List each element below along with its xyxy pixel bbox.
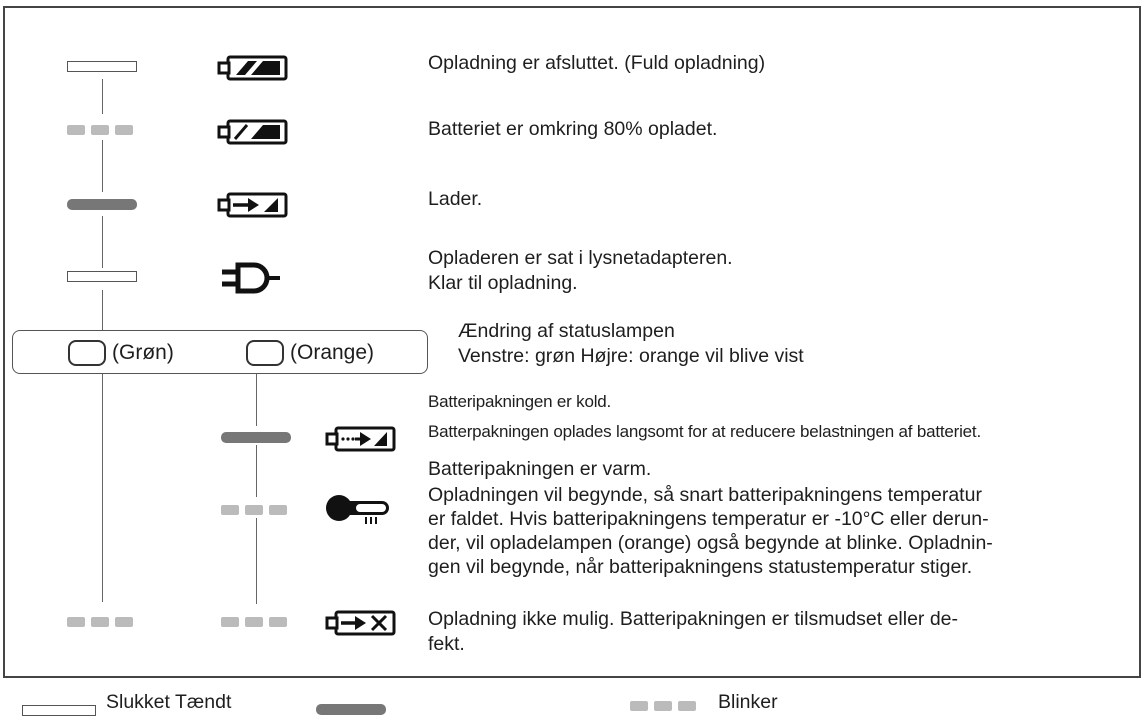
error-line2: fekt.	[428, 633, 465, 655]
row-adapter-line2: Klar til opladning.	[428, 272, 578, 294]
warm-line1: Batteripakningen er varm.	[428, 458, 652, 480]
lamp-blink-indicator	[67, 125, 133, 135]
orange-lamp-label: (Orange)	[290, 341, 375, 364]
connector-line	[256, 374, 257, 426]
connector-line	[102, 290, 103, 330]
lamp-on-indicator	[221, 432, 291, 443]
legend-off-indicator	[22, 705, 96, 716]
lamp-off-indicator	[67, 61, 137, 72]
lamp-blink-indicator	[221, 617, 287, 627]
green-lamp-icon	[68, 340, 106, 366]
connector-line	[102, 140, 103, 192]
connector-line	[256, 445, 257, 497]
orange-lamp-icon	[246, 340, 284, 366]
cold-line2: Batterpakningen oplades langsomt for at reducere belastningen af batteriet.	[428, 422, 981, 441]
lamp-on-indicator	[67, 199, 137, 210]
warm-line5: gen vil begynde, når batteripakningens statustemperatur stiger.	[428, 556, 973, 578]
status-lamp-title: Ændring af statuslampen	[458, 320, 675, 342]
status-lamp-subtitle: Venstre: grøn Højre: orange vil blive vist	[458, 345, 804, 367]
battery-charging-icon	[218, 193, 288, 217]
battery-partial-icon	[218, 120, 288, 144]
warm-line4: der, vil opladelampen (orange) også begynde at blinke. Opladnin-	[428, 532, 993, 554]
connector-line	[102, 216, 103, 268]
warm-line2: Opladningen vil begynde, så snart batteripakningens temperatur	[428, 484, 982, 506]
legend-blink-label: Blinker	[718, 691, 778, 713]
lamp-blink-indicator	[221, 505, 287, 515]
error-line1: Opladning ikke mulig. Batteripakningen er tilsmudset eller de-	[428, 608, 959, 630]
connector-line	[102, 79, 103, 114]
row-eighty-percent-text: Batteriet er omkring 80% opladet.	[428, 118, 718, 140]
cold-line1: Batteripakningen er kold.	[428, 392, 612, 411]
green-lamp-label: (Grøn)	[112, 341, 174, 364]
battery-slow-charge-icon	[326, 427, 396, 451]
row-charging-text: Lader.	[428, 188, 483, 210]
warm-line3: er faldet. Hvis batteripakningens temperatur er -10°C eller derun-	[428, 508, 989, 530]
row-adapter-line1: Opladeren er sat i lysnetadapteren.	[428, 247, 733, 269]
connector-line	[102, 374, 103, 602]
row-full-charge-text: Opladning er afsluttet. (Fuld opladning)	[428, 52, 766, 74]
battery-full-icon	[218, 56, 288, 80]
legend-on-indicator	[316, 704, 386, 715]
battery-error-icon	[326, 611, 396, 635]
thermometer-icon	[324, 494, 394, 526]
lamp-off-indicator	[67, 271, 137, 282]
plug-icon	[220, 262, 300, 296]
legend-blink-indicator	[630, 701, 696, 711]
lamp-blink-indicator	[67, 617, 133, 627]
connector-line	[256, 518, 257, 604]
legend-off-on-label: Slukket Tændt	[106, 691, 232, 713]
